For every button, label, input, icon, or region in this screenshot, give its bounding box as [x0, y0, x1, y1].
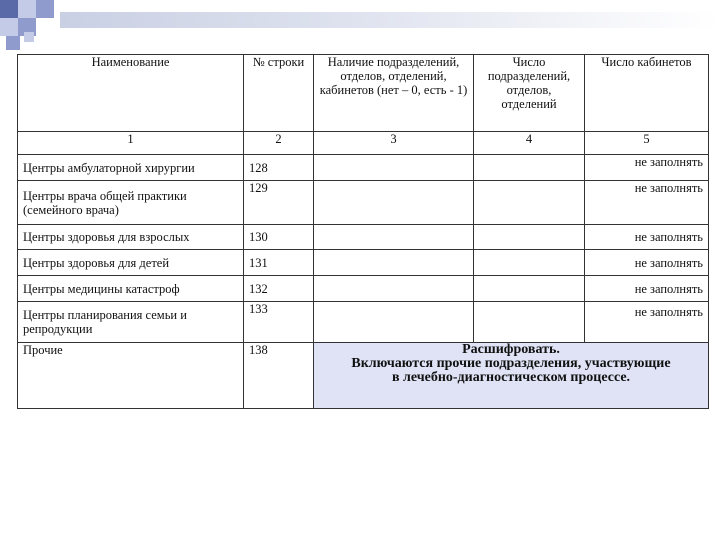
cell-do-not-fill: не заполнять	[585, 225, 709, 250]
cell-count-units[interactable]	[474, 302, 585, 343]
header-name: Наименование	[18, 55, 244, 132]
decor-square	[18, 0, 36, 18]
header-count-rooms: Число кабинетов	[585, 55, 709, 132]
cell-presence[interactable]	[314, 225, 474, 250]
row-line-number: 128	[244, 155, 314, 181]
row-name: Прочие	[18, 343, 244, 409]
decor-gradient-bar	[60, 12, 720, 28]
cell-do-not-fill: не заполнять	[585, 276, 709, 302]
row-line-number: 132	[244, 276, 314, 302]
table-row	[18, 302, 709, 343]
cell-do-not-fill: не заполнять	[585, 155, 709, 181]
column-number: 3	[314, 132, 474, 155]
decorative-header	[0, 0, 720, 50]
decor-square	[6, 36, 20, 50]
header-line-number: № строки	[244, 55, 314, 132]
row-line-number: 130	[244, 225, 314, 250]
table-row	[18, 276, 709, 302]
decor-square	[24, 32, 34, 42]
header-count-units: Число подразделений, отделов, отделений	[474, 55, 585, 132]
column-number: 1	[18, 132, 244, 155]
cell-count-units[interactable]	[474, 276, 585, 302]
report-table	[17, 54, 709, 409]
table-row	[18, 155, 709, 181]
row-line-number: 131	[244, 250, 314, 276]
row-line-number: 129	[244, 181, 314, 225]
cell-count-units[interactable]	[474, 250, 585, 276]
row-line-number: 133	[244, 302, 314, 343]
cell-presence[interactable]	[314, 276, 474, 302]
cell-do-not-fill: не заполнять	[585, 250, 709, 276]
header-presence: Наличие подразделений, отделов, отделений, кабинетов (нет – 0, есть - 1)	[314, 55, 474, 132]
column-number: 2	[244, 132, 314, 155]
row-line-number: 138	[244, 343, 314, 409]
cell-presence[interactable]	[314, 181, 474, 225]
cell-presence[interactable]	[314, 302, 474, 343]
decor-square	[0, 0, 18, 18]
table-row	[18, 250, 709, 276]
cell-do-not-fill: не заполнять	[585, 302, 709, 343]
header-row	[18, 55, 709, 132]
column-number: 5	[585, 132, 709, 155]
table-row	[18, 343, 709, 409]
cell-do-not-fill: не заполнять	[585, 181, 709, 225]
row-name: Центры амбулаторной хирургии	[18, 155, 244, 181]
cell-count-units[interactable]	[474, 181, 585, 225]
cell-presence[interactable]	[314, 155, 474, 181]
note-line: Расшифровать.	[462, 342, 560, 357]
decor-square	[0, 18, 18, 36]
decor-square	[36, 0, 54, 18]
note-line: в лечебно-диагностическом процессе.	[391, 370, 631, 385]
column-number-row	[18, 132, 709, 155]
table-row	[18, 225, 709, 250]
column-number: 4	[474, 132, 585, 155]
row-name: Центры здоровья для взрослых	[18, 225, 244, 250]
note-line: Включаются прочие подразделения, участвующие	[351, 356, 671, 371]
cell-count-units[interactable]	[474, 155, 585, 181]
row-name: Центры планирования семьи и репродукции	[18, 302, 244, 343]
cell-count-units[interactable]	[474, 225, 585, 250]
table-row	[18, 181, 709, 225]
row-name: Центры здоровья для детей	[18, 250, 244, 276]
row-name: Центры врача общей практики (семейного врача)	[18, 181, 244, 225]
cell-presence[interactable]	[314, 250, 474, 276]
explanation-note	[314, 343, 709, 409]
row-name: Центры медицины катастроф	[18, 276, 244, 302]
